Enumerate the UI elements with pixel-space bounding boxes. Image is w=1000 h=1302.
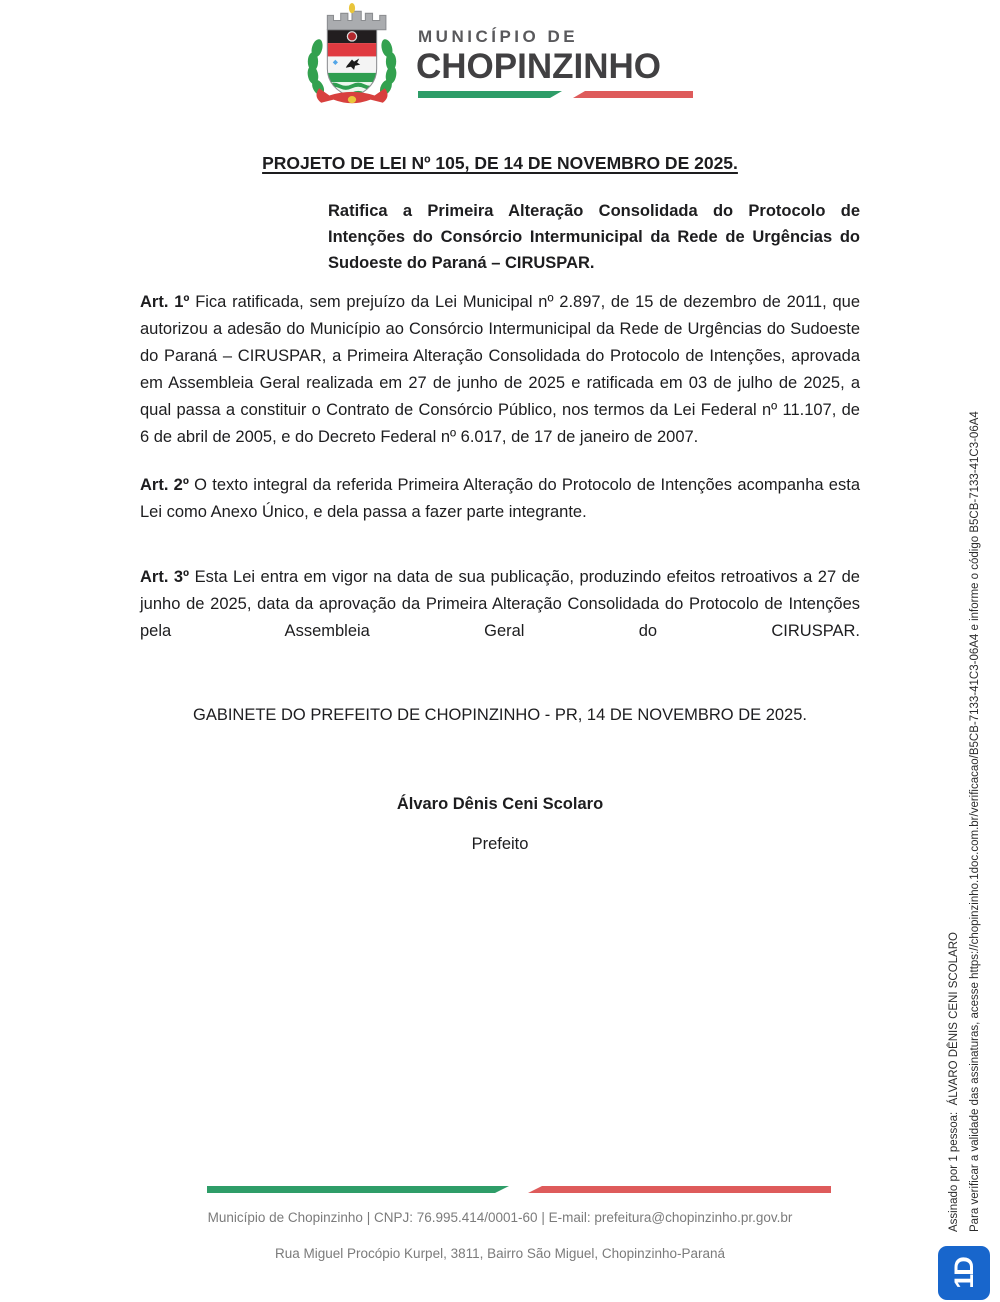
- chopinzinho-coat-of-arms-icon: [304, 2, 400, 114]
- signatory-title: Prefeito: [471, 835, 529, 853]
- article-2-label: Art. 2º: [140, 476, 189, 494]
- municipality-name: CHOPINZINHO: [416, 47, 661, 86]
- article-2-text: O texto integral da referida Primeira Alteração do Protocolo de Intenções acompanha esta Lei como Anexo Único, e dela passa a fazer parte integrante.: [140, 476, 860, 521]
- header-bar-red: [573, 91, 693, 98]
- footer-address-line: Rua Miguel Procópio Kurpel, 3811, Bairro São Miguel, Chopinzinho-Paraná: [274, 1246, 725, 1261]
- article-1-text: Fica ratificada, sem prejuízo da Lei Municipal nº 2.897, de 15 de dezembro de 2011, que autorizou a adesão do Município ao Consórcio Intermunicipal da Rede de Urgências do Sudoeste do Paraná – CIRUSPAR, a Primeira Alteração Consolidada do Protocolo de Intenções, aprovada em Assembleia Geral realizada em 27 de junho de 2025 e ratificada em 03 de julho de 2025, a qual passa a constituir o Contrato de Consórcio Público, nos termos da Lei Federal nº 11.107, de 6 de abril de 2005, e do Decreto Federal nº 6.017, de 17 de janeiro de 2007.: [140, 293, 860, 446]
- article-3-text: Esta Lei entra em vigor na data de sua publicação, produzindo efeitos retroativos a 27 de junho de 2025, data da aprovação da Primeira Alteração Consolidada do Protocolo de Intenções pela Assembleia Geral do CIRUSPAR.: [140, 568, 860, 640]
- closing-place-date: GABINETE DO PREFEITO DE CHOPINZINHO - PR, 14 DE NOVEMBRO DE 2025.: [193, 706, 807, 724]
- article-1: [140, 289, 860, 451]
- onedoc-logo-icon: [938, 1246, 990, 1300]
- verification-line: Para verificar a validade das assinaturas, acesse https://chopinzinho.1doc.com.br/verificacao/B5CB-7133-41C3-06A4 e informe o código B5CB-7133-41C3-06A4: [969, 411, 981, 1232]
- document-content: [140, 150, 860, 858]
- digital-signature-stamp: [944, 332, 990, 1232]
- signed-by-line: Assinado por 1 pessoa: ÁLVARO DÊNIS CENI SCOLARO: [948, 932, 960, 1232]
- law-title: PROJETO DE LEI Nº 105, DE 14 DE NOVEMBRO DE 2025.: [262, 153, 738, 173]
- article-1-label: Art. 1º: [140, 293, 190, 311]
- article-3-label: Art. 3º: [140, 568, 190, 586]
- article-2: [140, 472, 860, 526]
- header-bar-green: [418, 91, 562, 98]
- signatory-name: Álvaro Dênis Ceni Scolaro: [396, 795, 604, 813]
- onedoc-logo-text: 1D: [948, 1257, 979, 1289]
- law-ementa: Ratifica a Primeira Alteração Consolidada do Protocolo de Intenções do Consórcio Intermunicipal da Rede de Urgências do Sudoeste do Paraná – CIRUSPAR.: [328, 202, 860, 272]
- municipality-label: MUNICÍPIO DE: [418, 27, 579, 46]
- footer-contact-line: Município de Chopinzinho | CNPJ: 76.995.414/0001-60 | E-mail: prefeitura@chopinzinho.pr.gov.br: [207, 1210, 793, 1225]
- article-3: [140, 564, 860, 645]
- footer-bar-green: [207, 1186, 509, 1193]
- footer-bar-red: [528, 1186, 831, 1193]
